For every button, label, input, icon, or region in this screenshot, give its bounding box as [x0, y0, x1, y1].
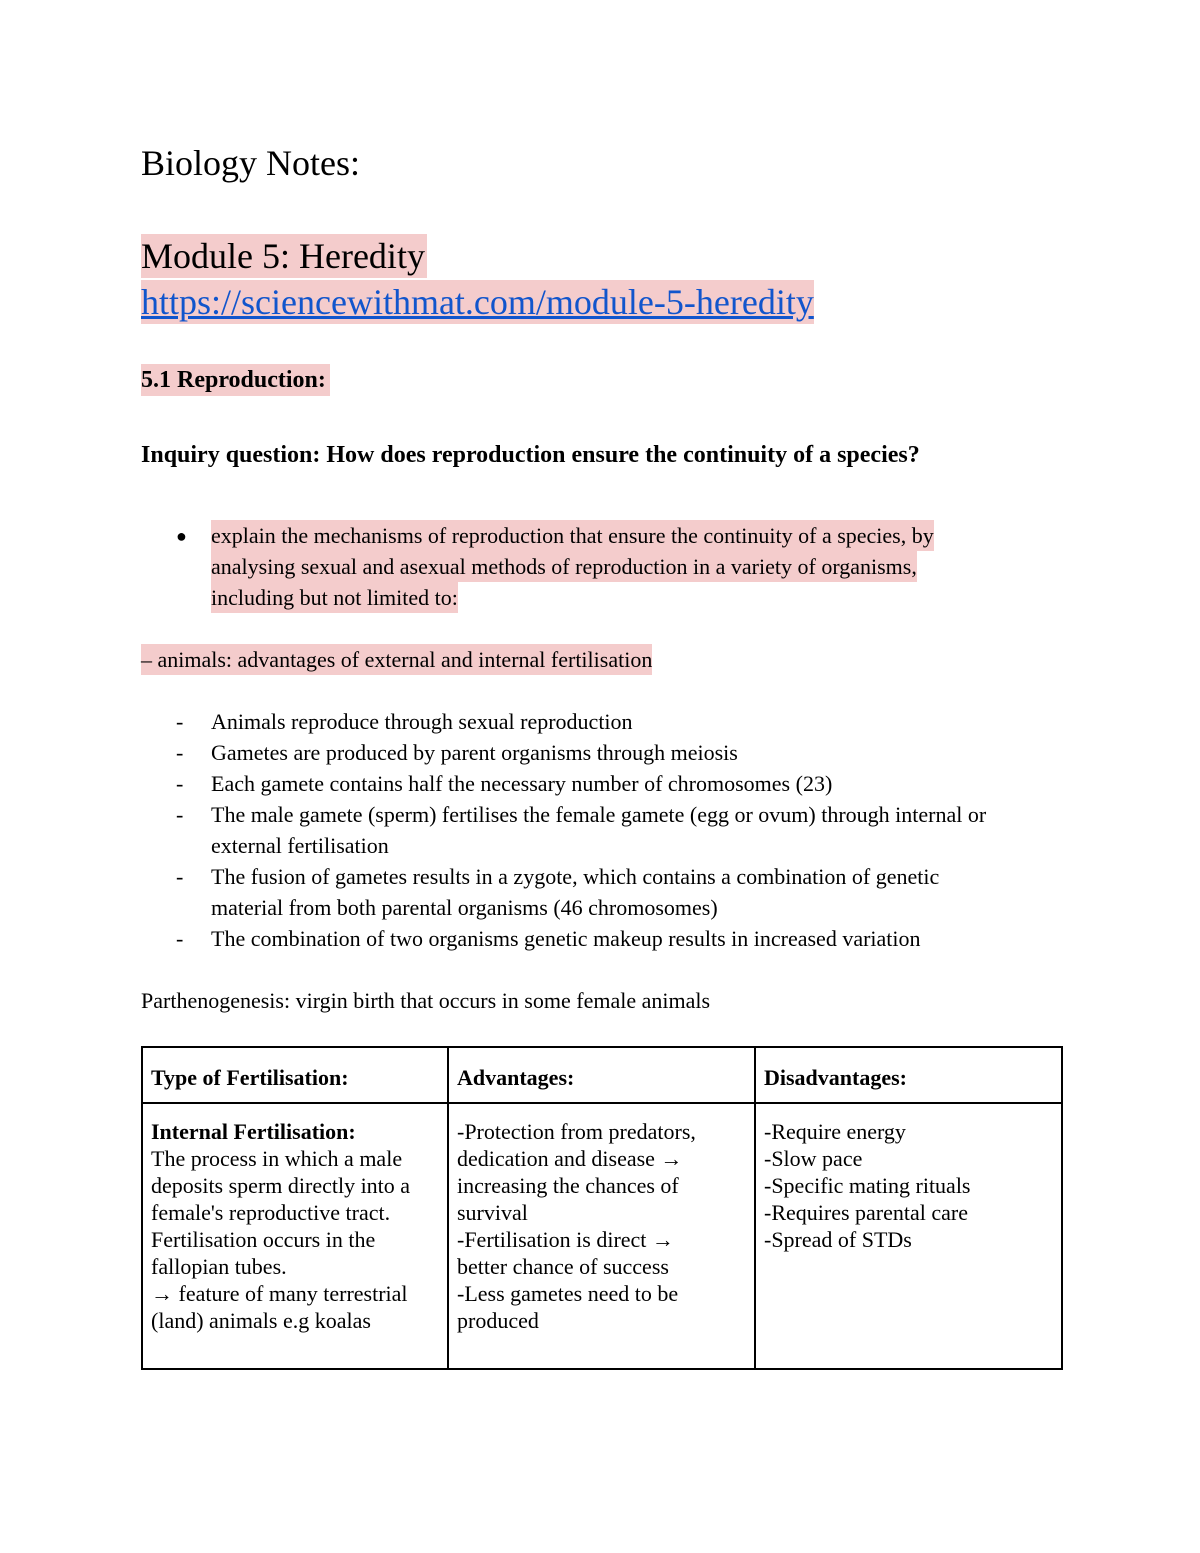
section-heading: 5.1 Reproduction:	[141, 364, 330, 396]
table-header-advantages: Advantages:	[448, 1047, 755, 1103]
cell-line: -Less gametes need to be	[457, 1281, 679, 1306]
syllabus-point-line: analysing sexual and asexual methods of reproduction in a variety of organisms,	[211, 551, 917, 582]
cell-line: deposits sperm directly into a	[151, 1173, 411, 1198]
cell-line: female's reproductive tract.	[151, 1200, 391, 1225]
cell-line: -Protection from predators,	[457, 1119, 696, 1144]
cell-line: (land) animals e.g koalas	[151, 1308, 371, 1333]
table-cell-disadvantages	[755, 1103, 1062, 1369]
cell-line: -Slow pace	[764, 1146, 863, 1171]
dash-marker: -	[176, 709, 184, 734]
syllabus-point-line: including but not limited to:	[211, 582, 458, 613]
internal-fertilisation-heading: Internal Fertilisation:	[151, 1119, 356, 1144]
table-row	[142, 1103, 1062, 1369]
table-header-disadvantages: Disadvantages:	[755, 1047, 1062, 1103]
list-item-continuation: external fertilisation	[211, 833, 389, 858]
cell-line: The process in which a male	[151, 1146, 403, 1171]
table-header-type: Type of Fertilisation:	[142, 1047, 448, 1103]
cell-line: -Specific mating rituals	[764, 1173, 971, 1198]
module-heading: Module 5: Heredity	[141, 236, 425, 276]
cell-line: -Require energy	[764, 1119, 906, 1144]
cell-line: → feature of many terrestrial	[151, 1281, 408, 1306]
cell-line: -Requires parental care	[764, 1200, 968, 1225]
list-item: Each gamete contains half the necessary number of chromosomes (23)	[211, 771, 833, 796]
table-cell-advantages	[448, 1103, 755, 1369]
cell-line: -Spread of STDs	[764, 1227, 912, 1252]
fertilisation-table	[141, 1046, 1063, 1370]
dash-marker: -	[176, 771, 184, 796]
parthenogenesis-note: Parthenogenesis: virgin birth that occurs in some female animals	[141, 988, 711, 1013]
list-item: Animals reproduce through sexual reproduction	[211, 709, 633, 734]
table-header-row	[142, 1047, 1062, 1103]
module-link[interactable]: https://sciencewithmat.com/module-5-heredity	[141, 282, 814, 322]
cell-line: produced	[457, 1308, 539, 1333]
dash-marker: -	[176, 926, 184, 951]
cell-line: survival	[457, 1200, 528, 1225]
document-title: Biology Notes:	[141, 143, 361, 183]
cell-line: dedication and disease →	[457, 1146, 683, 1171]
cell-line: Fertilisation occurs in the	[151, 1227, 376, 1252]
bullet-icon: ●	[176, 526, 187, 546]
cell-line: better chance of success	[457, 1254, 669, 1279]
list-item: The male gamete (sperm) fertilises the female gamete (egg or ovum) through internal or	[211, 802, 987, 827]
dash-marker: -	[176, 802, 184, 827]
syllabus-subpoint: – animals: advantages of external and internal fertilisation	[141, 644, 652, 675]
inquiry-question: Inquiry question: How does reproduction ensure the continuity of a species?	[141, 442, 920, 468]
dash-marker: -	[176, 864, 184, 889]
list-item-continuation: material from both parental organisms (46 chromosomes)	[211, 895, 718, 920]
list-item: The combination of two organisms genetic makeup results in increased variation	[211, 926, 921, 951]
list-item: Gametes are produced by parent organisms through meiosis	[211, 740, 738, 765]
list-item: The fusion of gametes results in a zygote, which contains a combination of genetic	[211, 864, 940, 889]
cell-line: fallopian tubes.	[151, 1254, 287, 1279]
syllabus-point-line: explain the mechanisms of reproduction that ensure the continuity of a species, by	[211, 520, 934, 551]
table-cell-type	[142, 1103, 448, 1369]
cell-line: -Fertilisation is direct →	[457, 1227, 674, 1252]
dash-marker: -	[176, 740, 184, 765]
cell-line: increasing the chances of	[457, 1173, 679, 1198]
